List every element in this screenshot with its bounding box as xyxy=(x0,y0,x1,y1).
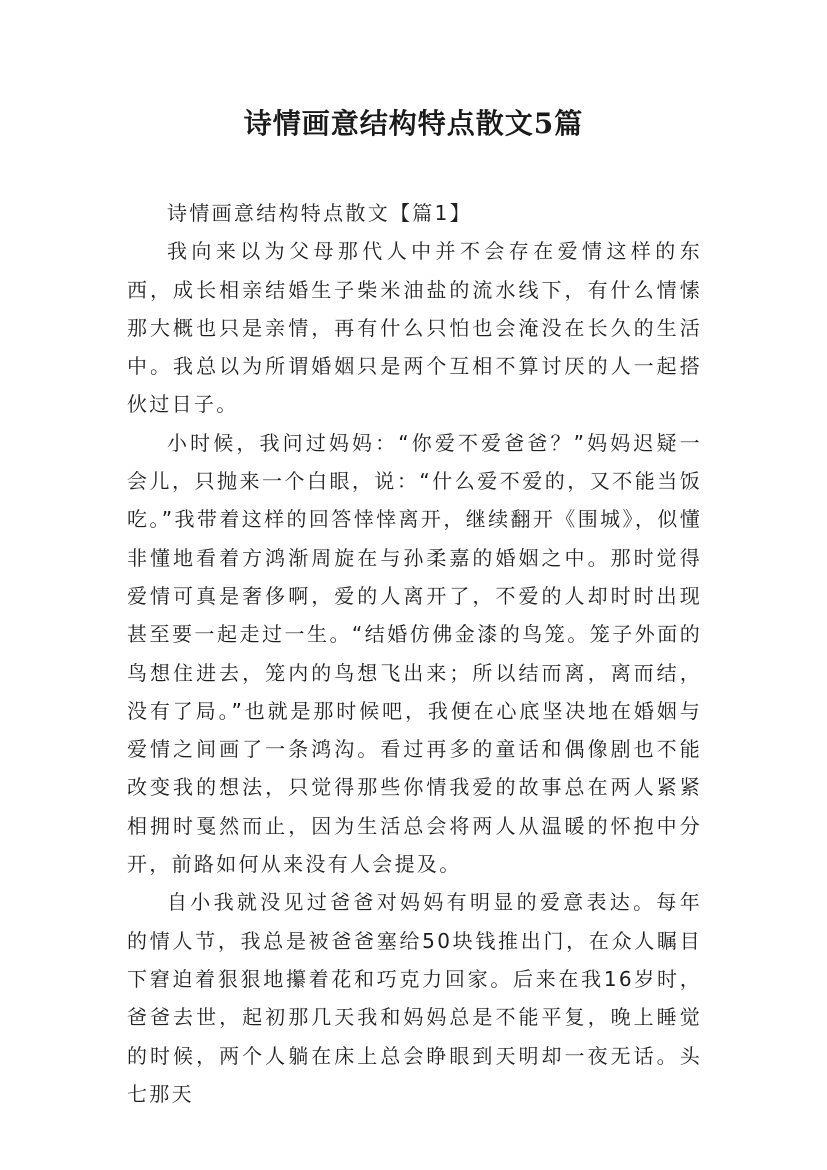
document-title: 诗情画意结构特点散文5篇 xyxy=(243,107,584,140)
section-heading: 诗情画意结构特点散文【篇1】 xyxy=(167,201,472,225)
body-paragraph: 我向来以为父母那代人中并不会存在爱情这样的东西，成长相亲结婚生子柴米油盐的流水线下，有什么情愫那大概也只是亲情，再有什么只怕也会淹没在长久的生活中。我总以为所谓婚姻只是两个互相不算讨厌的人一起搭伙过日子。 xyxy=(127,239,702,417)
body-paragraph: 小时候，我问过妈妈：“你爱不爱爸爸？”妈妈迟疑一会儿，只抛来一个白眼，说：“什么爱不爱的，又不能当饭吃。”我带着这样的回答悻悻离开，继续翻开《围城》，似懂非懂地看着方鸿渐周旋在与孙柔嘉的婚姻之中。那时觉得爱情可真是奢侈啊，爱的人离开了，不爱的人却时时出现甚至要一起走过一生。“结婚仿佛金漆的鸟笼。笼子外面的鸟想住进去，笼内的鸟想飞出来；所以结而离，离而结，没有了局。”也就是那时候吧，我便在心底坚决地在婚姻与爱情之间画了一条鸿沟。看过再多的童话和偶像剧也不能改变我的想法，只觉得那些你情我爱的故事总在两人紧紧相拥时戛然而止，因为生活总会将两人从温暖的怀抱中分开，前路如何从来没有人会提及。 xyxy=(127,430,702,877)
document-body xyxy=(127,194,702,1113)
body-paragraph: 自小我就没见过爸爸对妈妈有明显的爱意表达。每年的情人节，我总是被爸爸塞给50块钱推出门，在众人瞩目下窘迫着狠狠地攥着花和巧克力回家。后来在我16岁时，爸爸去世，起初那几天我和妈妈总是不能平复，晚上睡觉的时候，两个人躺在床上总会睁眼到天明却一夜无话。头七那天 xyxy=(127,890,702,1106)
